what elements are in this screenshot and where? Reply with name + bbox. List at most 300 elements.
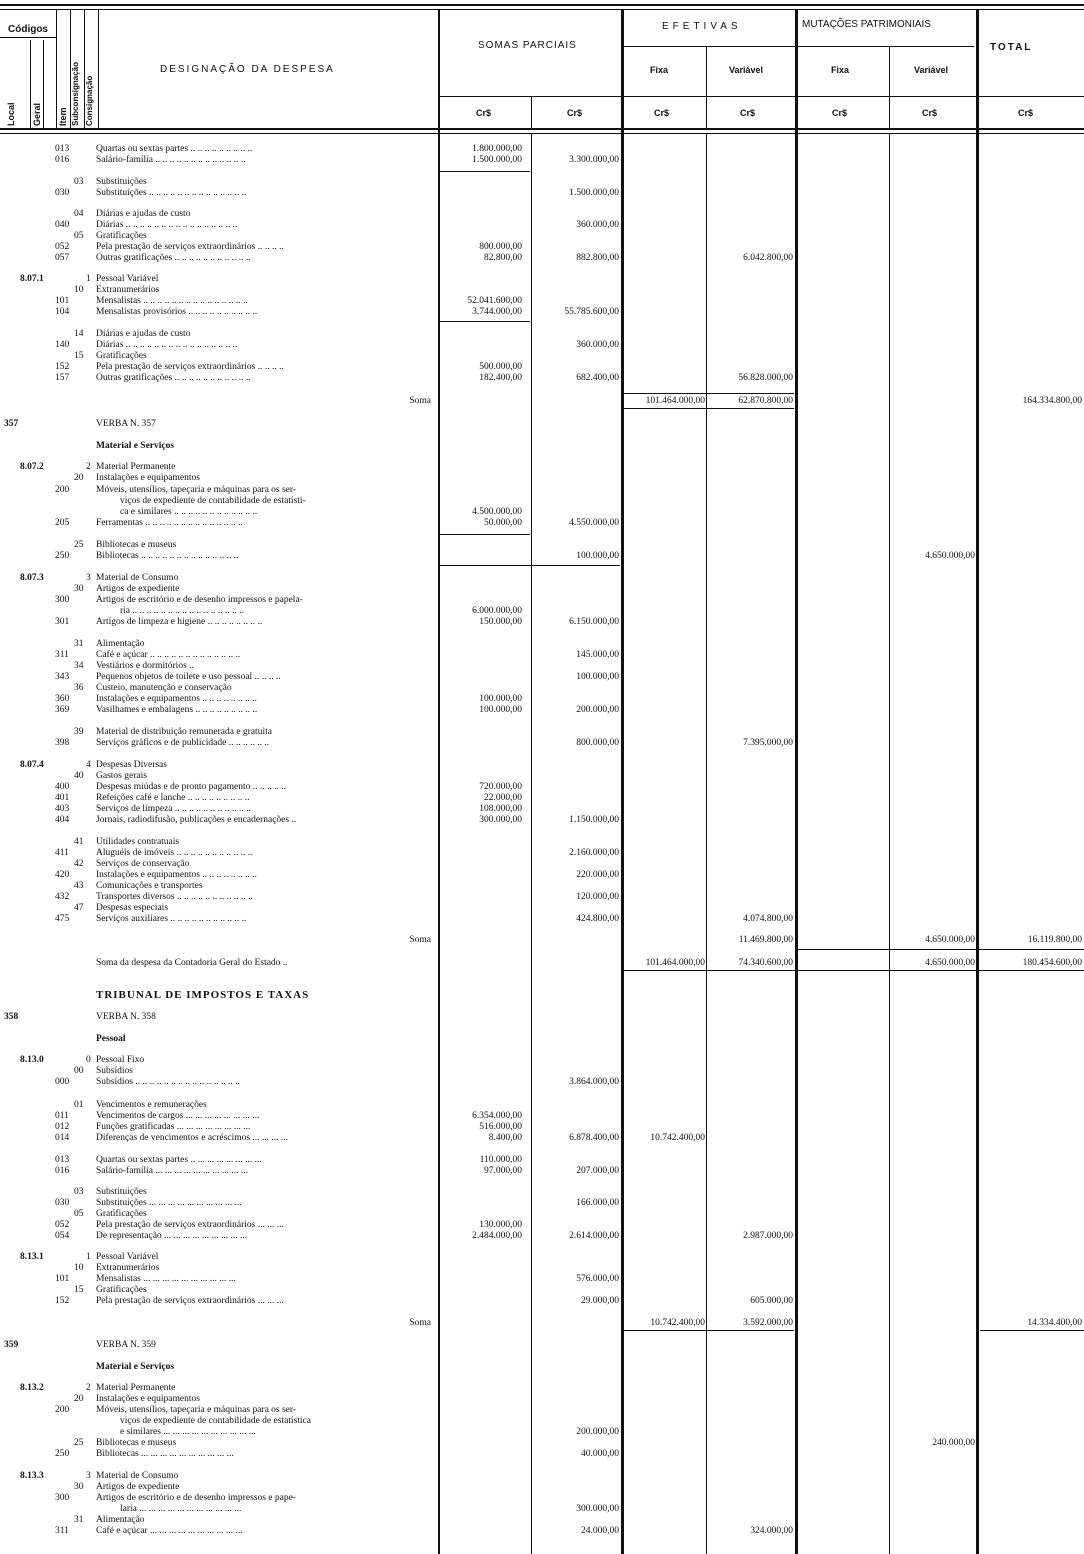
row-description: Ferramentas .. .. .. .. .. .. .. .. .. .. .. .. .. .. [96, 518, 243, 528]
row-description: Outras gratificações .. .. .. .. .. .. .. .. .. .. .. [96, 253, 251, 263]
row-total: 16.119.800,00 [1027, 935, 1082, 945]
row-description: Substituições ... ... ... ... ... ... ... ... ... ... [96, 1198, 242, 1208]
row-geral-code: 20 [74, 473, 84, 483]
row-sub-code: 052 [55, 242, 70, 252]
row-sub-code: 432 [55, 892, 70, 902]
row-efetiva-variavel: 7.395.000,00 [743, 738, 793, 748]
row-description: Gratificações [96, 1285, 147, 1295]
row-partial-1: 22.000,00 [484, 793, 522, 803]
row-sub-code: 014 [55, 1133, 70, 1143]
col-line-p1 [531, 134, 532, 1554]
hdr-fixa: Fixa [650, 65, 669, 75]
row-description: VERBA N. 359 [96, 1340, 156, 1350]
row-partial-1: 100.000,00 [479, 705, 522, 715]
row-efetiva-variavel: 4.074.800,00 [743, 914, 793, 924]
row-partial-2: 200.000,00 [576, 705, 619, 715]
row-description: Café e açúcar .. .. .. .. .. .. .. .. .. .. .. .. .. [96, 650, 241, 660]
hdr-geral: Geral [32, 102, 42, 126]
row-partial-2: 2.614.000,00 [569, 1231, 619, 1241]
row-partial-2: 300.000,00 [576, 1504, 619, 1514]
row-description: Vestiários e dormitórios .. [96, 661, 194, 671]
row-description: VERBA N. 358 [96, 1012, 156, 1022]
hdr-codigos: Códigos [8, 24, 48, 35]
row-partial-2: 29.000,00 [581, 1296, 619, 1306]
row-geral-code: 39 [74, 727, 84, 737]
row-description: Material de Consumo [96, 1471, 179, 1481]
row-description: Pequenos objetos de toilete e uso pessoal .. .. .. .. [96, 672, 281, 682]
row-local-code: 8.07.1 [20, 274, 44, 284]
row-geral-code: 30 [74, 584, 84, 594]
row-description: Diferenças de vencimentos e acréscimos ... ... ... ... [96, 1133, 289, 1143]
row-sub-code: 016 [55, 155, 70, 165]
hdr-efetivas: EFETIVAS [662, 21, 742, 32]
row-description: Salário-família .. .. .. .. .. .. .. .. .. .. .. .. .. [96, 155, 246, 165]
row-sub-code: 152 [55, 1296, 70, 1306]
row-efetiva-variavel: 3.592.000,00 [743, 1318, 793, 1328]
row-geral-code: 40 [74, 771, 84, 781]
row-description: De representação ... ... ... ... ... ... ... ... ... [96, 1231, 248, 1241]
row-geral-code: 2 [86, 462, 91, 472]
hdr-subconsignacao: Subconsignação [71, 61, 80, 126]
row-sub-code: 205 [55, 518, 70, 528]
row-partial-2: 166.000,00 [576, 1198, 619, 1208]
row-sub-code: 101 [55, 296, 70, 306]
row-description: Soma da despesa da Contadoria Geral do Estado .. [96, 958, 288, 968]
row-geral-code: 0 [86, 1055, 91, 1065]
row-partial-2: 682.400,00 [576, 373, 619, 383]
row-efetiva-fixa: 10.742.400,00 [650, 1318, 705, 1328]
row-geral-code: 47 [74, 903, 84, 913]
codigos-rule [0, 37, 56, 38]
row-total: 14.334.400,00 [1027, 1318, 1082, 1328]
sum-rule [624, 1330, 794, 1331]
sum-rule [440, 171, 530, 172]
row-partial-1: 4.500.000,00 [472, 507, 522, 517]
row-geral-code: 1 [86, 1252, 91, 1262]
row-description: Pela prestação de serviços extraordinários ... ... ... [96, 1220, 284, 1230]
row-description: Alimentação [96, 1515, 145, 1525]
hdr-cur-mfixa: Cr$ [832, 108, 848, 118]
row-description: e similares ... ... ... ... ... ... ... ... ... ... [120, 1427, 256, 1437]
row-description: laria ... ... ... ... ... ... ... ... ... ... ... [120, 1504, 242, 1514]
row-partial-2: 145.000,00 [576, 650, 619, 660]
row-sub-code: 104 [55, 307, 70, 317]
row-description: Mensalistas provisórios .. .. .. .. .. .. .. .. .. .. [96, 307, 258, 317]
row-partial-1: 300.000,00 [479, 815, 522, 825]
row-description: Utilidades contratuais [96, 837, 180, 847]
row-description: Alimentação [96, 639, 145, 649]
hdr-variavel: Variável [729, 65, 764, 75]
row-sub-code: 404 [55, 815, 70, 825]
row-geral-code: 31 [74, 1515, 84, 1525]
row-description: viços de expediente de contabilidade de estatística [120, 1416, 311, 1426]
row-geral-code: 2 [86, 1383, 91, 1393]
hdr-cur-p2: Cr$ [567, 108, 583, 118]
row-description: Pela prestação de serviços extraordinários .. .. .. .. [96, 362, 284, 372]
row-description: Substituições [96, 177, 147, 187]
row-description: Refeições café e lanche .. .. .. .. .. .. .. .. .. [96, 793, 250, 803]
row-partial-1: 3.744.000,00 [472, 307, 522, 317]
row-partial-1: 1.500.000,00 [472, 155, 522, 165]
row-sub-code: 398 [55, 738, 70, 748]
row-description: Pessoal [96, 1034, 126, 1044]
row-sub-code: 301 [55, 617, 70, 627]
row-description: Instalações e equipamentos [96, 473, 200, 483]
hdr-cur-p1: Cr$ [476, 108, 492, 118]
row-geral-code: 25 [74, 1438, 84, 1448]
row-description: Pela prestação de serviços extraordinários .. .. .. .. [96, 242, 284, 252]
row-description: ria .. .. .. .. .. .. .. .. .. .. .. .. .. .. .. .. [120, 606, 245, 616]
header-rule [0, 128, 1084, 130]
row-partial-2: 1.150.000,00 [569, 815, 619, 825]
hdr-designacao: DESIGNAÇÃO DA DESPESA [160, 64, 335, 75]
row-efetiva-variavel: 56.828.000,00 [738, 373, 793, 383]
row-partial-1: 108.000,00 [479, 804, 522, 814]
row-sub-code: 040 [55, 220, 70, 230]
row-description: Despesas Diversas [96, 760, 167, 770]
row-description: viços de expediente de contabilidade de estatísti- [120, 496, 306, 506]
row-sub-code: 300 [55, 595, 70, 605]
row-description: Vencimentos e remunerações [96, 1100, 207, 1110]
row-total: 180.454.600,00 [1022, 958, 1082, 968]
row-local-code: 8.13.0 [20, 1055, 44, 1065]
row-partial-1: 500.000,00 [479, 362, 522, 372]
row-partial-2: 24.000,00 [581, 1526, 619, 1536]
row-partial-2: 200.000,00 [576, 1427, 619, 1437]
row-sub-code: 411 [55, 848, 69, 858]
hdr-local: Local [6, 102, 16, 126]
hdr-fixa-mut: Fixa [831, 65, 850, 75]
row-description: Mensalistas .. .. .. .. .. .. .. .. .. .. .. .. .. .. .. [96, 296, 248, 306]
row-partial-2: 40.000,00 [581, 1449, 619, 1459]
row-description: Transportes diversos .. .. .. .. .. .. .. .. .. .. .. [96, 892, 253, 902]
row-mutacao-variavel: 4.650.000,00 [925, 935, 975, 945]
sum-rule [980, 1330, 1084, 1331]
row-sub-code: 013 [55, 144, 70, 154]
row-description: Gratificações [96, 1209, 147, 1219]
row-partial-1: 6.354.000,00 [472, 1111, 522, 1121]
row-description: Café e açúcar ... ... ... ... ... ... ... ... ... ... [96, 1526, 243, 1536]
row-description: Artigos de escritório e de desenho impressos e papela- [96, 595, 303, 605]
row-geral-code: 34 [74, 661, 84, 671]
hdr-cur-total: Cr$ [1018, 108, 1034, 118]
row-total: 164.334.800,00 [1022, 396, 1082, 406]
hdr-vline-6 [98, 10, 99, 128]
hdr-vline-1 [30, 40, 31, 128]
col-line-var [795, 10, 798, 1554]
row-geral-code: 1 [86, 274, 91, 284]
row-partial-2: 120.000,00 [576, 892, 619, 902]
col-line-desc [438, 10, 440, 1554]
hdr-total: TOTAL [990, 42, 1033, 53]
col-line-p2 [621, 10, 624, 1554]
row-description: Artigos de expediente [96, 1482, 180, 1492]
row-description: Subsídios .. .. .. .. .. .. .. .. .. .. .. .. .. .. .. [96, 1077, 240, 1087]
row-partial-2: 55.785.600,00 [564, 307, 619, 317]
row-geral-code: 42 [74, 859, 84, 869]
row-efetiva-fixa: 101.464.000,00 [645, 958, 705, 968]
row-description: Diárias .. .. .. .. .. .. .. .. .. .. .. .. .. .. .. .. [96, 340, 238, 350]
row-efetiva-variavel: 74.340.600,00 [738, 958, 793, 968]
sum-rule [624, 970, 1084, 971]
row-description: Material de Consumo [96, 573, 179, 583]
row-geral-code: 25 [74, 540, 84, 550]
row-partial-2: 207.000,00 [576, 1166, 619, 1176]
row-soma-label: Soma [409, 396, 431, 406]
col-line-fixa [706, 134, 707, 1554]
row-partial-2: 360.000,00 [576, 220, 619, 230]
row-description: Material e Serviços [96, 441, 175, 451]
hdr-somas-parciais: SOMAS PARCIAIS [478, 40, 577, 51]
row-description: Gratificações [96, 351, 147, 361]
row-sub-code: 000 [55, 1077, 70, 1087]
row-partial-1: 2.484.000,00 [472, 1231, 522, 1241]
row-partial-2: 100.000,00 [576, 672, 619, 682]
row-geral-code: 04 [74, 209, 84, 219]
row-partial-1: 130.000,00 [479, 1220, 522, 1230]
row-description: Serviços gráficos e de publicidade .. .. .. .. .. .. [96, 738, 270, 748]
row-efetiva-variavel: 6.042.800,00 [743, 253, 793, 263]
row-partial-1: 100.000,00 [479, 694, 522, 704]
row-sub-code: 311 [55, 650, 69, 660]
row-local-code: 8.13.1 [20, 1252, 44, 1262]
row-local-code: 8.13.3 [20, 1471, 44, 1481]
row-efetiva-variavel: 62.870.800,00 [738, 396, 793, 406]
row-description: Móveis, utensílios, tapeçaria e máquinas para os ser- [96, 1405, 297, 1415]
hdr-vline-somas [531, 96, 532, 128]
row-description: Aluguéis de imóveis .. .. .. .. .. .. .. .. .. .. .. [96, 848, 253, 858]
row-description: Artigos de expediente [96, 584, 180, 594]
sum-rule [440, 321, 530, 322]
row-sub-code: 400 [55, 782, 70, 792]
top-rule [0, 4, 1084, 6]
row-partial-1: 516.000,00 [479, 1122, 522, 1132]
row-geral-code: 10 [74, 285, 84, 295]
row-sub-code: 057 [55, 253, 70, 263]
row-description: Extranumerários [96, 285, 160, 295]
row-sub-code: 011 [55, 1111, 69, 1121]
row-description: Jornais, radiodifusão, publicações e encadernações .. [96, 815, 297, 825]
row-description: Bibliotecas e museus [96, 540, 177, 550]
row-soma-label: Soma [409, 1318, 431, 1328]
sum-rule [624, 393, 794, 394]
row-efetiva-variavel: 605.000,00 [750, 1296, 793, 1306]
row-soma-label: Soma [409, 935, 431, 945]
row-geral-code: 20 [74, 1394, 84, 1404]
row-geral-code: 15 [74, 1285, 84, 1295]
row-description: Bibliotecas ... ... ... ... ... ... ... ... ... ... [96, 1449, 234, 1459]
row-description: Móveis, utensílios, tapeçaria e máquinas para os ser- [96, 485, 297, 495]
row-description: Vasilhames e embalagens .. .. .. .. .. .. .. .. .. [96, 705, 258, 715]
row-efetiva-fixa: 101.464.000,00 [645, 396, 705, 406]
row-sub-code: 152 [55, 362, 70, 372]
row-partial-1: 52.041.600,00 [467, 296, 522, 306]
row-description: Quartas ou sextas partes .. ... ... ... ... ... ... ... [96, 1155, 262, 1165]
sum-rule [798, 949, 1084, 950]
row-description: Instalações e equipamentos [96, 1394, 200, 1404]
row-description: Substituições .. .. .. .. .. .. .. .. .. .. .. .. .. .. [96, 188, 247, 198]
row-partial-2: 800.000,00 [576, 738, 619, 748]
row-geral-code: 03 [74, 1187, 84, 1197]
row-mutacao-variavel: 4.650.000,00 [925, 551, 975, 561]
row-description: Outras gratificações .. .. .. .. .. .. .. .. .. .. .. [96, 373, 251, 383]
row-sub-code: 030 [55, 188, 70, 198]
row-description: VERBA N. 357 [96, 419, 156, 429]
row-geral-code: 10 [74, 1263, 84, 1273]
row-sub-code: 101 [55, 1274, 70, 1284]
row-geral-code: 4 [86, 760, 91, 770]
hdr-cur-mvar: Cr$ [922, 108, 938, 118]
hdr-variavel-mut: Variável [914, 65, 949, 75]
row-local-code: 8.07.2 [20, 462, 44, 472]
row-sub-code: 360 [55, 694, 70, 704]
efetivas-rule [624, 46, 974, 47]
row-geral-code: 43 [74, 881, 84, 891]
row-description: Serviços auxiliares .. .. .. .. .. .. .. .. .. .. .. [96, 914, 247, 924]
row-description: Diárias e ajudas de custo [96, 209, 191, 219]
row-sub-code: 250 [55, 1449, 70, 1459]
row-sub-code: 475 [55, 914, 70, 924]
hdr-vline-efet [706, 46, 707, 128]
row-sub-code: 401 [55, 793, 70, 803]
row-partial-2: 6.878.400,00 [569, 1133, 619, 1143]
row-description: Vencimentos de cargos ... ... ... ... ... ... ... ... [96, 1111, 260, 1121]
row-sub-code: 012 [55, 1122, 70, 1132]
row-description: Material e Serviços [96, 1362, 175, 1372]
row-partial-1: 8.400,00 [488, 1133, 522, 1143]
row-description: ca e similares .. .. .. .. .. .. .. .. .. .. .. .. [120, 507, 258, 517]
row-description: Diárias e ajudas de custo [96, 329, 191, 339]
row-geral-code: 31 [74, 639, 84, 649]
row-sub-code: 343 [55, 672, 70, 682]
sum-rule [624, 408, 794, 409]
row-geral-code: 03 [74, 177, 84, 187]
row-efetiva-variavel: 324.000,00 [750, 1526, 793, 1536]
row-efetiva-fixa: 10.742.400,00 [650, 1133, 705, 1143]
row-geral-code: 00 [74, 1066, 84, 1076]
row-local-code: 358 [4, 1012, 19, 1022]
row-local-code: 357 [4, 419, 19, 429]
row-sub-code: 054 [55, 1231, 70, 1241]
row-description: Artigos de escritório e de desenho impressos e pape- [96, 1493, 296, 1503]
hdr-item: Item [58, 107, 68, 126]
row-efetiva-variavel: 2.987.000,00 [743, 1231, 793, 1241]
top-rule-thin [0, 9, 1084, 10]
row-geral-code: 3 [86, 1471, 91, 1481]
header-rule-thin [0, 133, 1084, 134]
row-geral-code: 14 [74, 329, 84, 339]
row-sub-code: 311 [55, 1526, 69, 1536]
row-partial-2: 3.864.000,00 [569, 1077, 619, 1087]
row-sub-code: 250 [55, 551, 70, 561]
row-description: Bibliotecas .. .. .. .. .. .. .. .. .. .. .. .. .. .. [96, 551, 239, 561]
hdr-mutacoes: MUTAÇÕES PATRIMONIAIS [802, 19, 931, 30]
row-sub-code: 300 [55, 1493, 70, 1503]
row-geral-code: 15 [74, 351, 84, 361]
row-partial-1: 97.000,00 [484, 1166, 522, 1176]
hdr-vline-3 [56, 10, 57, 128]
row-efetiva-variavel: 11.469.800,00 [738, 935, 793, 945]
row-partial-2: 360.000,00 [576, 340, 619, 350]
row-geral-code: 3 [86, 573, 91, 583]
col-line-mvar [976, 10, 979, 1554]
row-description: Pela prestação de serviços extraordinários ... ... ... [96, 1296, 284, 1306]
row-partial-1: 800.000,00 [479, 242, 522, 252]
row-description: Gratificações [96, 231, 147, 241]
row-sub-code: 052 [55, 1220, 70, 1230]
row-description: Gastos gerais [96, 771, 147, 781]
row-description: Material Permanente [96, 462, 176, 472]
row-sub-code: 200 [55, 485, 70, 495]
col-line-mfixa [889, 134, 890, 1554]
row-partial-2: 220.000,00 [576, 870, 619, 880]
row-geral-code: 36 [74, 683, 84, 693]
row-sub-code: 140 [55, 340, 70, 350]
row-description: Instalações e equipamentos .. .. .. .. .. .. .. .. [96, 694, 257, 704]
row-sub-code: 030 [55, 1198, 70, 1208]
row-description: Diárias .. .. .. .. .. .. .. .. .. .. .. .. .. .. .. .. [96, 220, 238, 230]
row-description: Salário-família ... ... ... ... ... ... ... ... ... ... [96, 1166, 248, 1176]
row-partial-1: 6.000.000,00 [472, 606, 522, 616]
row-sub-code: 420 [55, 870, 70, 880]
row-description: Pessoal Variável [96, 274, 159, 284]
row-geral-code: 01 [74, 1100, 84, 1110]
row-description: TRIBUNAL DE IMPOSTOS E TAXAS [96, 989, 310, 1001]
row-geral-code: 30 [74, 1482, 84, 1492]
row-partial-1: 50.000,00 [484, 518, 522, 528]
row-local-code: 8.07.4 [20, 760, 44, 770]
currency-rule-total [980, 96, 1084, 97]
row-local-code: 8.07.3 [20, 573, 44, 583]
row-description: Material de distribuição remunerada e gratuita [96, 727, 272, 737]
row-partial-2: 424.800,00 [576, 914, 619, 924]
row-description: Pessoal Variável [96, 1252, 159, 1262]
row-local-code: 359 [4, 1340, 19, 1350]
row-description: Material Permanente [96, 1383, 176, 1393]
row-partial-2: 882.800,00 [576, 253, 619, 263]
row-description: Instalações e equipamentos .. .. .. .. .. .. .. .. [96, 870, 257, 880]
row-partial-1: 1.800.000,00 [472, 144, 522, 154]
hdr-vline-2 [43, 40, 44, 128]
row-geral-code: 05 [74, 231, 84, 241]
hdr-vline-mut [889, 46, 890, 128]
row-local-code: 8.13.2 [20, 1383, 44, 1393]
sum-rule [440, 534, 530, 535]
row-sub-code: 200 [55, 1405, 70, 1415]
row-description: Mensalistas ... ... ... ... ... ... ... ... ... ... [96, 1274, 236, 1284]
row-partial-2: 1.500.000,00 [569, 188, 619, 198]
row-geral-code: 41 [74, 837, 84, 847]
row-partial-2: 100.000,00 [576, 551, 619, 561]
row-partial-1: 720.000,00 [479, 782, 522, 792]
row-mutacao-variavel: 4.650.000,00 [925, 958, 975, 968]
row-geral-code: 05 [74, 1209, 84, 1219]
row-description: Artigos de limpeza e higiene .. .. .. .. .. .. .. .. [96, 617, 263, 627]
row-partial-1: 182.400,00 [479, 373, 522, 383]
row-partial-2: 6.150.000,00 [569, 617, 619, 627]
row-sub-code: 013 [55, 1155, 70, 1165]
row-partial-1: 110.000,00 [479, 1155, 522, 1165]
row-description: Pessoal Fixo [96, 1055, 145, 1065]
row-description: Serviços de limpeza .. .. .. .. .. .. .. .. .. .. .. [96, 804, 251, 814]
hdr-consignacao: Consignação [85, 75, 94, 126]
hdr-cur-var: Cr$ [740, 108, 756, 118]
row-description: Quartas ou sextas partes .. .. .. .. .. .. .. .. .. [96, 144, 253, 154]
row-sub-code: 369 [55, 705, 70, 715]
row-partial-1: 82.800,00 [484, 253, 522, 263]
row-description: Substituições [96, 1187, 147, 1197]
row-partial-2: 4.550.000,00 [569, 518, 619, 528]
